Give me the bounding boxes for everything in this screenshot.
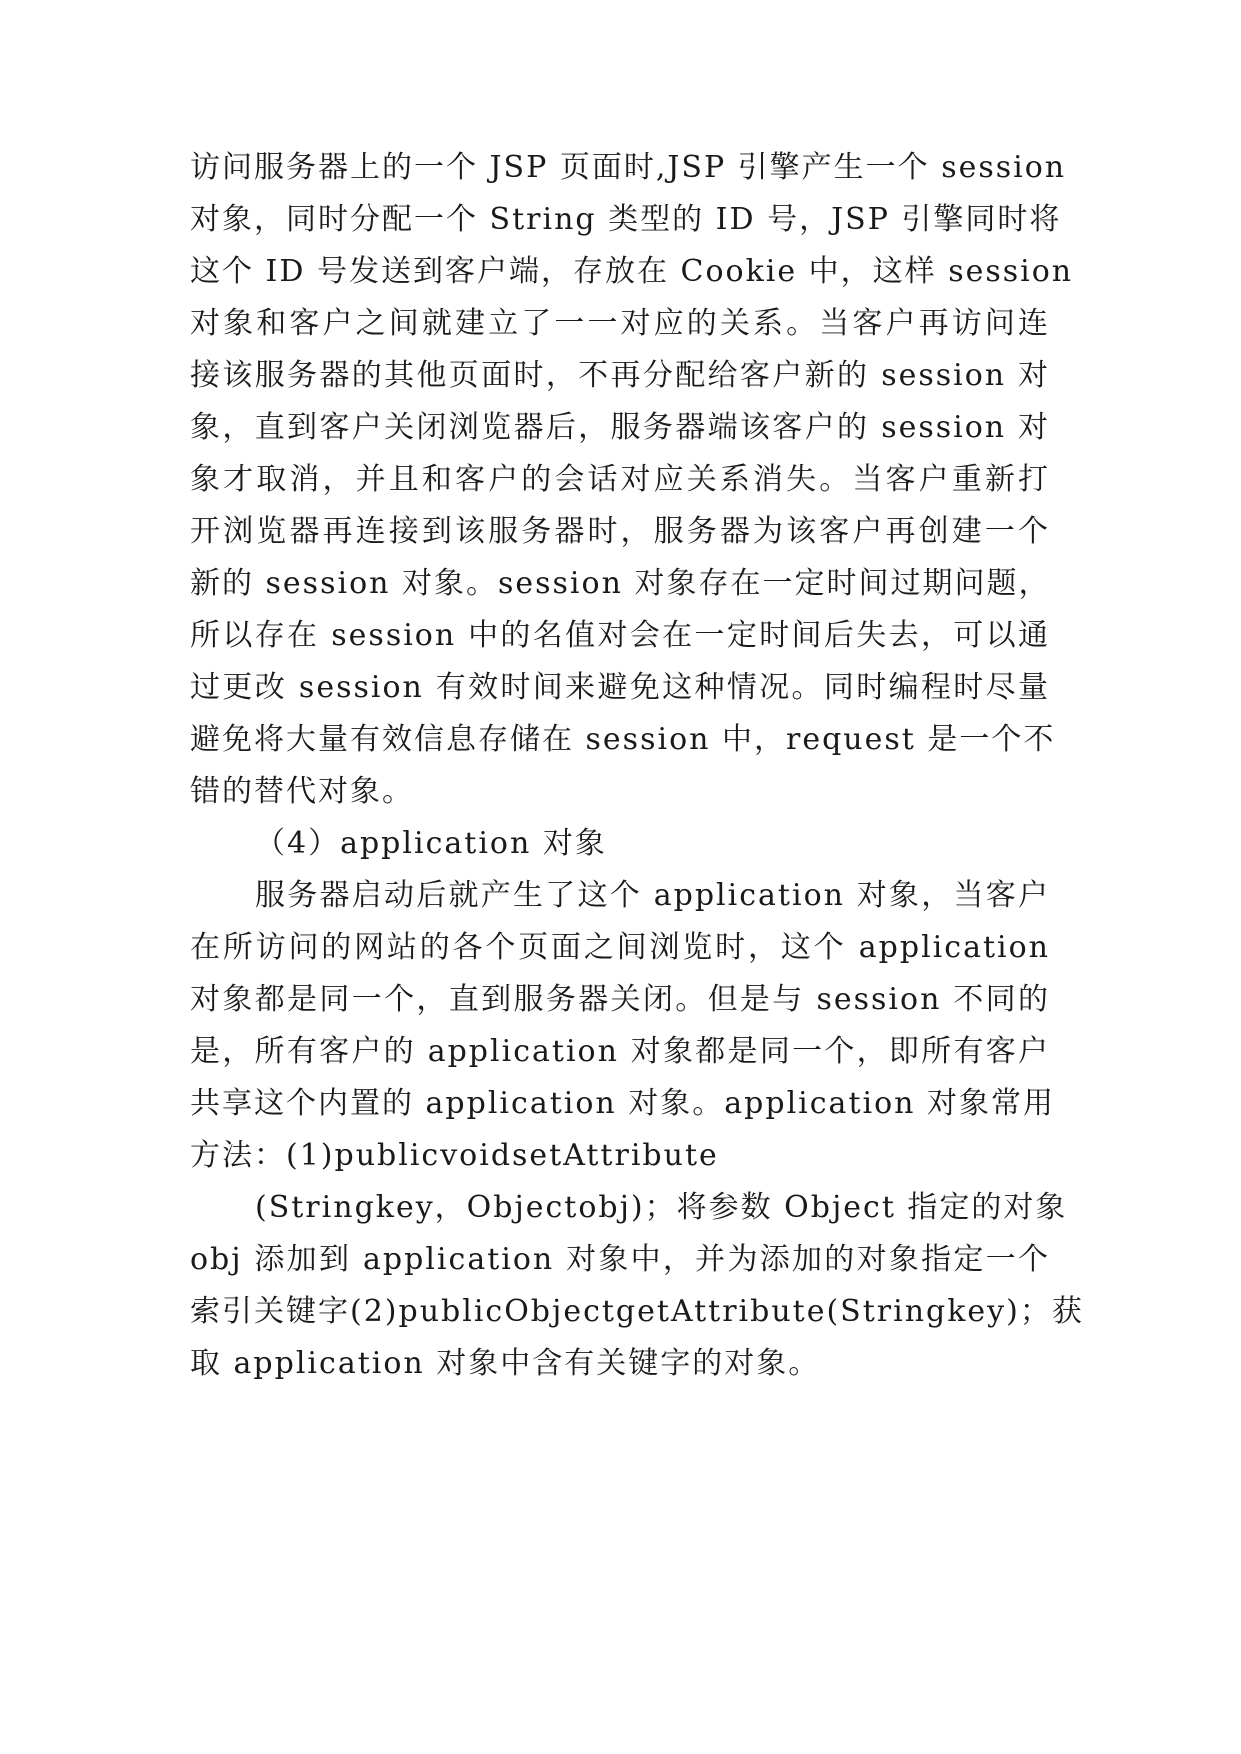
text-line: 共享这个内置的 application 对象。application 对象常用 xyxy=(190,1086,1056,1121)
text-line: 方法：(1)publicvoidsetAttribute xyxy=(190,1138,719,1173)
text-line: 这个 ID 号发送到客户端，存放在 Cookie 中，这样 session xyxy=(190,254,1074,289)
text-line: 开浏览器再连接到该服务器时，服务器为该客户再创建一个 xyxy=(190,514,1050,549)
text-line: 接该服务器的其他页面时，不再分配给客户新的 session 对 xyxy=(190,358,1050,393)
text-line: 取 application 对象中含有关键字的对象。 xyxy=(190,1346,821,1381)
section-heading: （4）application 对象 xyxy=(255,826,607,861)
text-line: (Stringkey，Objectobj)；将参数 Object 指定的对象 xyxy=(255,1190,1068,1225)
text-line: 象，直到客户关闭浏览器后，服务器端该客户的 session 对 xyxy=(190,410,1050,445)
text-line: 所以存在 session 中的名值对会在一定时间后失去，可以通 xyxy=(190,618,1050,653)
text-line: 对象和客户之间就建立了一一对应的关系。当客户再访问连 xyxy=(190,306,1050,341)
text-line: 对象都是同一个，直到服务器关闭。但是与 session 不同的 xyxy=(190,982,1050,1017)
text-line: 索引关键字(2)publicObjectgetAttribute(Stringkey)；获 xyxy=(190,1294,1084,1329)
text-line: 错的替代对象。 xyxy=(190,774,414,809)
text-line: 是，所有客户的 application 对象都是同一个，即所有客户 xyxy=(190,1034,1050,1069)
text-line: 过更改 session 有效时间来避免这种情况。同时编程时尽量 xyxy=(190,670,1050,705)
text-line: 对象，同时分配一个 String 类型的 ID 号，JSP 引擎同时将 xyxy=(190,202,1062,237)
text-line: 访问服务器上的一个 JSP 页面时,JSP 引擎产生一个 session xyxy=(190,150,1067,185)
text-line: 避免将大量有效信息存储在 session 中，request 是一个不 xyxy=(190,722,1056,757)
text-line: 服务器启动后就产生了这个 application 对象，当客户 xyxy=(255,878,1050,913)
text-line: 象才取消，并且和客户的会话对应关系消失。当客户重新打 xyxy=(190,462,1050,497)
text-line: 新的 session 对象。session 对象存在一定时间过期问题， xyxy=(190,566,1051,601)
text-line: obj 添加到 application 对象中，并为添加的对象指定一个 xyxy=(190,1242,1050,1277)
text-line: 在所访问的网站的各个页面之间浏览时，这个 application xyxy=(190,930,1050,965)
